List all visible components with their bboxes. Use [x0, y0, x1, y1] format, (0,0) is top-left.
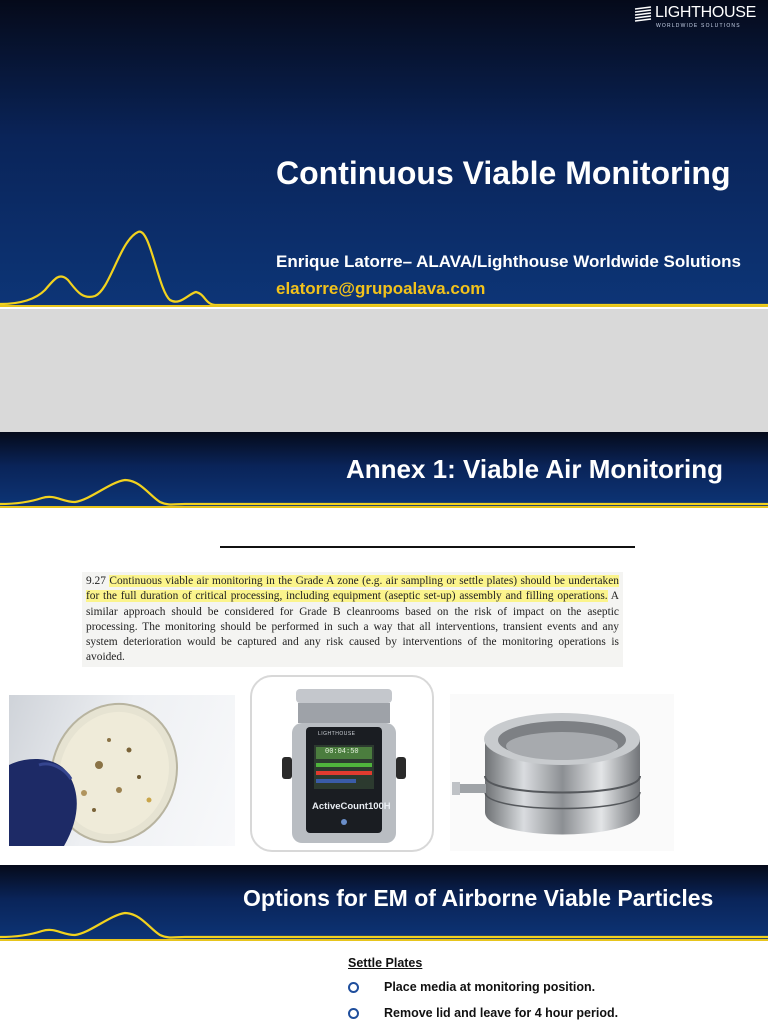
slide2-title: Annex 1: Viable Air Monitoring	[346, 454, 724, 484]
petri-dish-photo	[9, 695, 235, 846]
bullet-text: Place media at monitoring position.	[384, 980, 596, 994]
sampling-head-photo	[450, 694, 674, 851]
bullet-list	[348, 980, 748, 1024]
author-line: Enrique Latorre– ALAVA/Lighthouse Worldwide Solutions	[276, 252, 741, 271]
list-item	[348, 980, 748, 1006]
slide1-title: Continuous Viable Monitoring	[276, 155, 731, 191]
device-label: ActiveCount100H	[312, 801, 391, 812]
activecount-device-photo	[250, 675, 434, 852]
gold-rule	[0, 305, 768, 307]
options-slide	[0, 865, 768, 1024]
petri-dish-image	[9, 695, 235, 846]
title-slide	[0, 0, 768, 310]
device-image	[252, 677, 434, 852]
list-item	[348, 1006, 748, 1024]
device-screen-readout: 00:04:50	[325, 748, 359, 756]
device-brand: LIGHTHOUSE	[318, 731, 356, 737]
slide3-title: Options for EM of Airborne Viable Particles	[243, 885, 714, 911]
sampling-head-image	[450, 694, 674, 851]
wave-decoration	[0, 865, 768, 945]
wave-decoration	[0, 432, 768, 512]
separator-line	[220, 546, 635, 548]
gray-spacer	[0, 309, 768, 432]
annex-excerpt	[82, 572, 623, 667]
logo-tagline: WORLDWIDE SOLUTIONS	[656, 23, 741, 29]
annex-slide	[0, 432, 768, 865]
email-link[interactable]: elatorre@grupoalava.com	[276, 279, 486, 298]
excerpt-highlight: Continuous viable air monitoring in the Grade A zone (e.g. air sampling or settle plates) should be undertaken for the full duration of critical processing, including equipment (aseptic set-up) assembly and filling operations.	[86, 575, 619, 603]
bullet-text: Remove lid and leave for 4 hour period.	[384, 1006, 619, 1020]
excerpt-number: 9.27	[86, 575, 106, 587]
logo-wordmark: LIGHTHOUSE	[655, 4, 757, 21]
excerpt-text: A similar approach should be considered for Grade B cleanrooms based on the risk of impact on the aseptic processing. The monitoring should be performed in such a way that all interventions, transient events and any system deterioration would be captured and any risk caused by interventions of the monitoring operations is avoided.	[86, 590, 620, 664]
settle-plates-heading: Settle Plates	[348, 956, 423, 970]
bullet-circle-icon	[348, 982, 359, 993]
gold-rule	[0, 506, 768, 508]
gold-rule	[0, 939, 768, 941]
bullet-circle-icon	[348, 1008, 359, 1019]
wave-decoration	[0, 0, 768, 310]
